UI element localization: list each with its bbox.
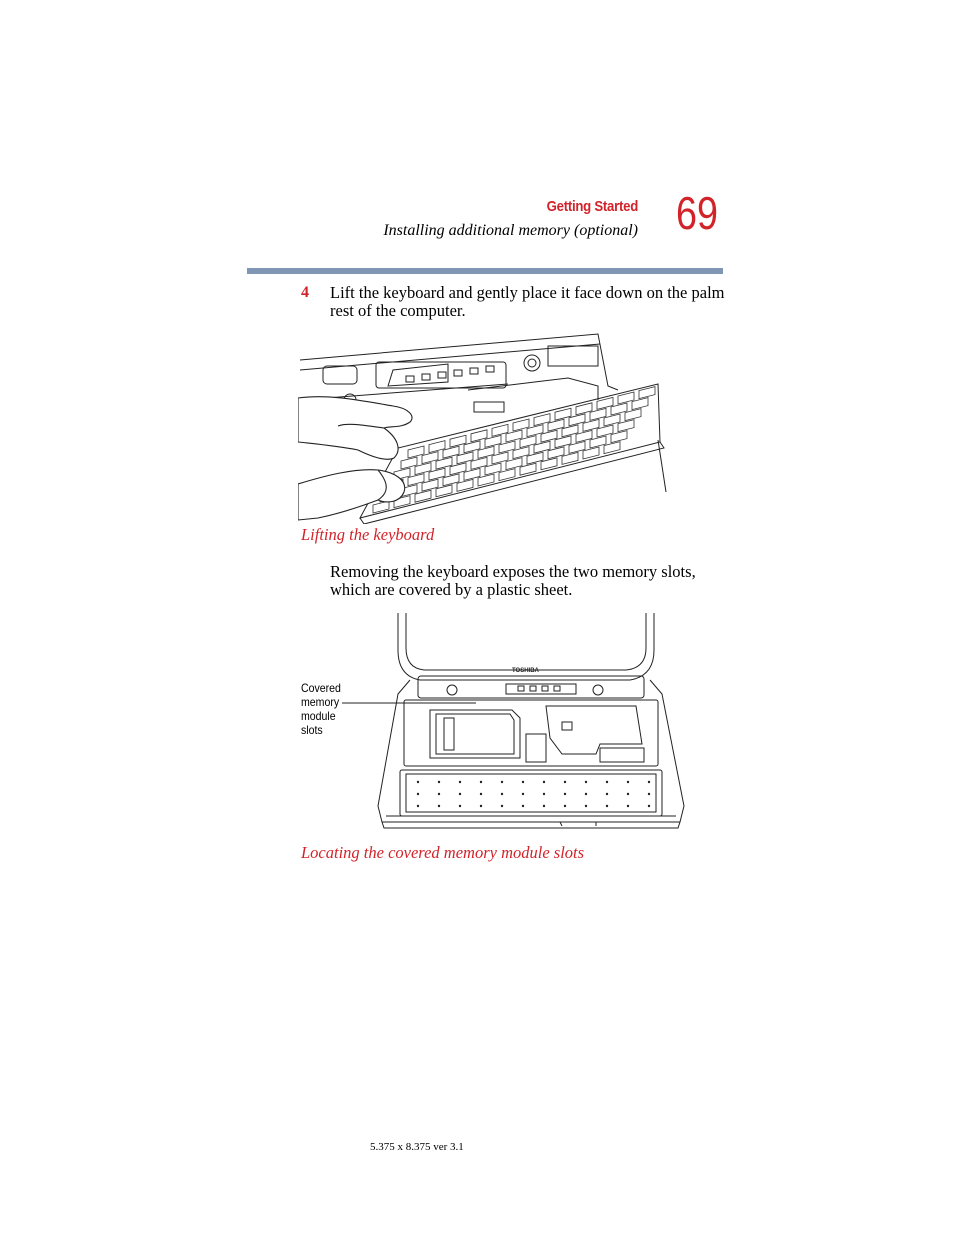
page-number: 69 (676, 187, 718, 239)
figure1-caption: Lifting the keyboard (301, 525, 435, 544)
memory-slots-callout: Covered memory module slots (301, 681, 341, 737)
body-paragraph: Removing the keyboard exposes the two memory slots, which are covered by a plastic sheet. (330, 562, 696, 599)
page-footer: 5.375 x 8.375 ver 3.1 (370, 1141, 464, 1153)
running-header-section: Getting Started (546, 198, 638, 215)
laptop-topview-illustration (300, 610, 690, 835)
lifting-keyboard-illustration (298, 330, 670, 524)
header-rule (247, 268, 723, 274)
figure2-caption: Locating the covered memory module slots (301, 843, 585, 862)
svg-text:TOSHIBA: TOSHIBA (512, 668, 539, 674)
step-number: 4 (301, 284, 309, 301)
running-header-subsection: Installing additional memory (optional) (383, 222, 638, 239)
step-text: Lift the keyboard and gently place it face down on the palm rest of the computer. (330, 283, 725, 320)
